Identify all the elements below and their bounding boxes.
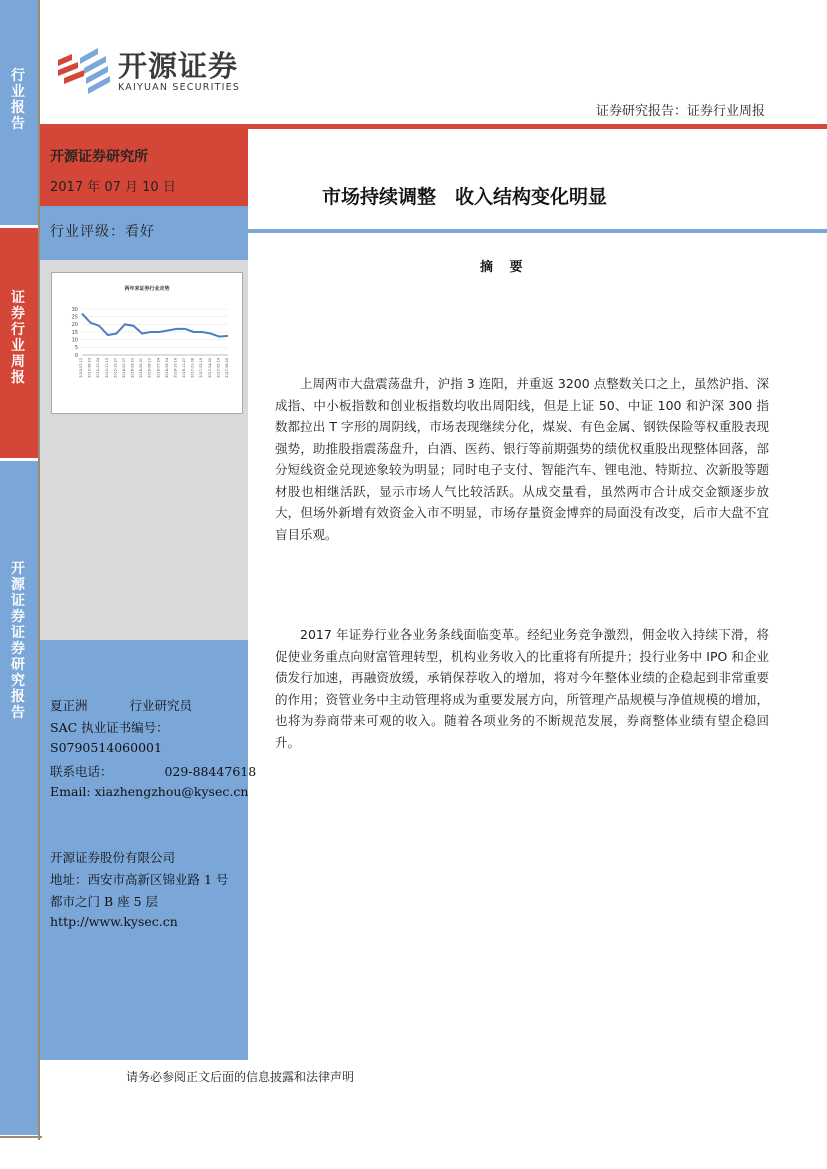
analyst-email[interactable]: Email: xiazhengzhou@kysec.cn <box>50 784 249 799</box>
institute-box <box>40 129 248 206</box>
analyst-name: 夏正洲 <box>50 698 88 713</box>
x-tick-label: 2016-09-04 <box>164 358 169 378</box>
y-tick-label: 20 <box>71 322 78 329</box>
x-tick-label: 2016-03-20 <box>130 358 135 378</box>
side-tab-label: 证券行业周报 <box>11 290 25 386</box>
x-tick-label: 2016-06-12 <box>147 358 152 378</box>
bottom-divider <box>0 1136 42 1138</box>
disclaimer: 请务必参阅正文后面的信息披露和法律声明 <box>126 1070 355 1084</box>
x-tick-label: 2016-10-16 <box>173 358 178 378</box>
x-tick-label: 2016-11-27 <box>182 358 187 378</box>
y-tick-label: 0 <box>74 352 78 359</box>
abstract-heading: 摘 要 <box>480 260 529 275</box>
phone-line <box>50 762 256 780</box>
side-tab-label: 行业报告 <box>11 68 25 132</box>
side-tab-industry-report <box>0 0 40 225</box>
company-address-2: 都市之门 B 座 5 层 <box>50 894 159 909</box>
report-type: 证券研究报告：证券行业周报 <box>595 104 765 119</box>
x-tick-label: 2017-06-25 <box>225 358 229 378</box>
abstract-paragraph-1: 上周两市大盘震荡盘升，沪指 3 连阳，并重返 3200 点整数关口之上，虽然沪指、深成指、中小板指数和创业板指数均收出周阳线，但是上证 50、中证 100 和沪深 300 指数都拉出 T 字形的周阴线，市场表现继续分化，煤炭、有色金属、钢铁保险等权重股表现强势，助推股指震荡盘升，白酒、医药、银行等前期强势的绩优权重股出现整体回落，部分短线资金兑现迹象较为明显；同时电子支付、智能汽车、锂电池、特斯拉、次新股等题材股也相继活跃，显示市场人气比较活跃。从成交量看，虽然两市合计成交金额逐步放大，但场外新增有效资金入市不明显，市场存量资金博弈的局面没有改变，后市大盘不宜盲目乐观。 <box>275 376 769 542</box>
x-tick-label: 2016-07-24 <box>156 358 161 378</box>
contact-panel <box>40 640 257 1060</box>
x-tick-label: 2015-11-15 <box>104 358 109 378</box>
logo-name-cn: 开源证券 <box>118 49 239 83</box>
trend-chart <box>51 272 243 414</box>
company-website[interactable]: http://www.kysec.cn <box>50 914 178 929</box>
cert-number: S0790514060001 <box>50 740 162 755</box>
logo-name-en: KAIYUAN SECURITIES <box>118 82 241 93</box>
x-tick-label: 2015-08-23 <box>87 358 92 378</box>
phone-number: 029-88447618 <box>164 764 257 779</box>
chart-svg <box>52 273 242 413</box>
industry-rating: 行业评级：看好 <box>50 224 155 240</box>
company-name: 开源证券股份有限公司 <box>50 850 176 865</box>
y-tick-label: 10 <box>71 337 78 344</box>
analyst-title: 行业研究员 <box>129 698 192 713</box>
side-tab-research-report <box>0 461 40 1135</box>
y-tick-label: 25 <box>71 314 78 321</box>
x-tick-label: 2015-10-04 <box>96 358 101 378</box>
x-tick-label: 2016-05-01 <box>139 358 144 378</box>
cert-label: SAC 执业证书编号： <box>50 720 169 735</box>
x-tick-label: 2015-12-27 <box>113 358 118 378</box>
report-date: 2017 年 07 月 10 日 <box>50 180 176 195</box>
x-tick-label: 2016-02-07 <box>121 358 126 378</box>
side-tab-weekly <box>0 228 40 458</box>
x-tick-label: 2017-04-02 <box>207 358 212 378</box>
company-address-1: 地址：西安市高新区锦业路 1 号 <box>50 872 229 887</box>
x-tick-label: 2017-01-08 <box>190 358 195 378</box>
title-divider <box>248 229 827 233</box>
company-logo <box>54 44 254 96</box>
logo-mark-icon <box>54 44 112 96</box>
chart-panel <box>40 260 248 450</box>
chart-title: 两年来证券行业走势 <box>124 286 170 292</box>
side-tab-label: 开源证券证券研究报告 <box>11 561 25 721</box>
y-tick-label: 5 <box>74 345 78 352</box>
series-line <box>82 314 228 337</box>
x-tick-label: 2017-05-14 <box>216 358 221 378</box>
sidebar-blank-panel <box>40 450 248 640</box>
rating-box <box>40 206 248 260</box>
institute-name: 开源证券研究所 <box>50 149 148 165</box>
report-title: 市场持续调整 收入结构变化明显 <box>322 186 608 208</box>
x-tick-label: 2015-07-12 <box>79 358 83 378</box>
abstract-paragraph-2: 2017 年证券行业各业务条线面临变革。经纪业务竞争激烈，佣金收入持续下滑，将促使业务重点向财富管理转型，机构业务收入的比重将有所提升；投行业务中 IPO 和企业债发行加速，再融资放缓，承销保荐收入的增加，将对今年整体业绩的企稳起到非常重要的作用；资管业务中主动管理将成为重要发展方向，所管理产品规模与净值规模的增加，也将为券商带来可观的收入。随着各项业务的不断规范发展，券商整体业绩有望企稳回升。 <box>275 627 769 750</box>
y-tick-label: 15 <box>71 329 78 336</box>
x-tick-label: 2017-02-19 <box>199 358 204 378</box>
analyst-line <box>50 696 192 714</box>
phone-label: 联系电话： <box>50 764 113 779</box>
y-tick-label: 30 <box>71 306 78 313</box>
